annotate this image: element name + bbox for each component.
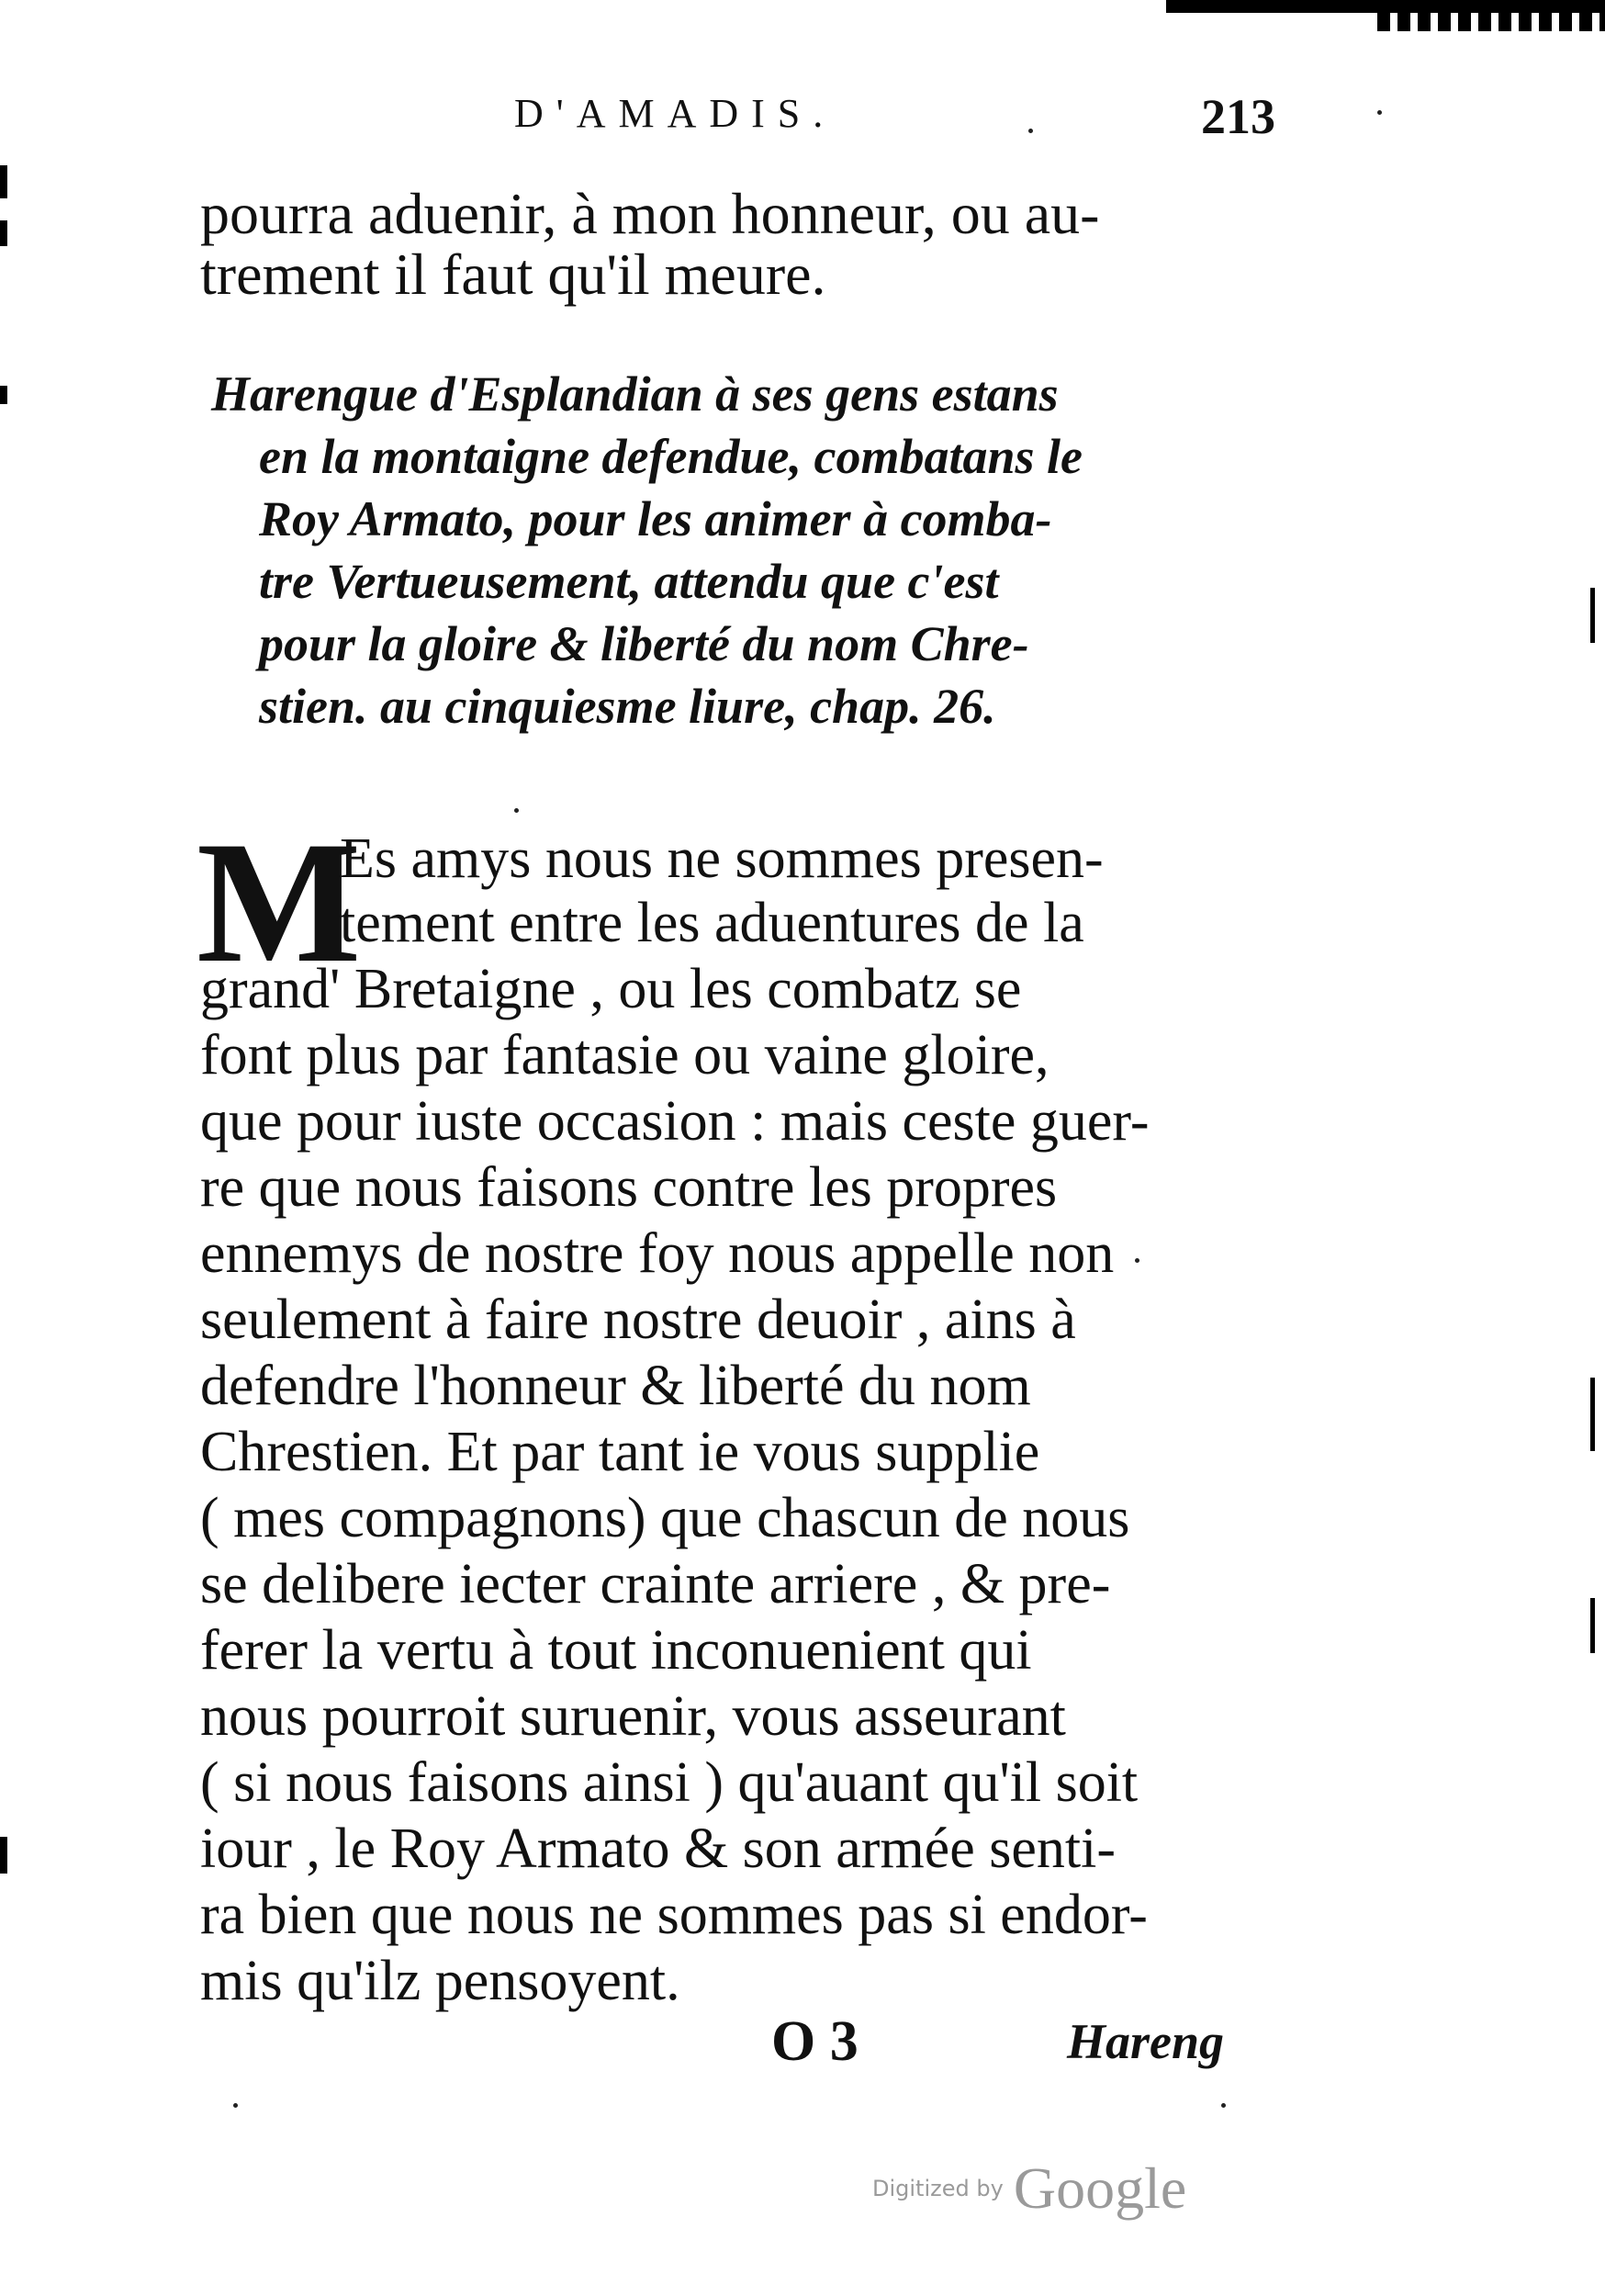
section-heading-line: Roy Armato, pour les animer à comba-: [259, 491, 1052, 546]
paragraph-line: se delibere iecter crainte arriere , & pre-: [200, 1553, 1111, 1615]
ink-speck: [1135, 1258, 1139, 1263]
ink-speck: [233, 2103, 238, 2108]
section-heading-line: Harengue d'Esplandian à ses gens estans: [211, 366, 1059, 422]
scan-edge-right: [1590, 1378, 1595, 1451]
signature-mark: O 3: [771, 2010, 859, 2073]
ink-speck: [1377, 110, 1382, 115]
paragraph-line: ra bien que nous ne sommes pas si endor-: [200, 1884, 1148, 1946]
section-heading-line: stien. au cinquiesme liure, chap. 26.: [259, 679, 996, 734]
paragraph-line: que pour iuste occasion : mais ceste guer-: [200, 1090, 1150, 1153]
paragraph-line: mis qu'ilz pensoyent.: [200, 1950, 680, 2012]
scan-edge-left: [0, 386, 7, 404]
paragraph-line: iour , le Roy Armato & son armée senti-: [200, 1818, 1116, 1880]
section-heading-line: en la montaigne defendue, combatans le: [259, 429, 1083, 484]
text-line: trement il faut qu'il meure.: [200, 242, 826, 307]
scan-edge-top-tail: [1377, 7, 1605, 31]
scan-edge-right: [1590, 588, 1595, 643]
paragraph-line: grand' Bretaigne , ou les combatz se: [200, 958, 1022, 1020]
scan-edge-right: [1590, 1598, 1595, 1653]
running-head: D'AMADIS.: [514, 91, 836, 136]
paragraph-line: ferer la vertu à tout inconuenient qui: [200, 1619, 1032, 1682]
paragraph-line: ( si nous faisons ainsi ) qu'auant qu'il soit: [200, 1751, 1139, 1814]
catchword: Hareng: [1067, 2014, 1225, 2069]
paragraph-line: Chrestien. Et par tant ie vous supplie: [200, 1421, 1040, 1483]
paragraph-line: ( mes compagnons) que chascun de nous: [200, 1487, 1130, 1549]
ink-speck: [514, 808, 519, 813]
scan-edge-left: [0, 220, 7, 246]
paragraph-line: Es amys nous ne sommes presen-: [340, 827, 1104, 890]
digitized-watermark: [872, 2155, 1186, 2223]
text-line: pourra aduenir, à mon honneur, ou au-: [200, 181, 1100, 246]
paragraph-line: defendre l'honneur & liberté du nom: [200, 1355, 1031, 1417]
watermark-prefix: Digitized by: [872, 2176, 1004, 2201]
drop-cap: M: [196, 806, 362, 999]
paragraph-line: re que nous faisons contre les propres: [200, 1156, 1058, 1219]
google-logo: Google: [1013, 2155, 1187, 2221]
paragraph-line: font plus par fantasie ou vaine gloire,: [200, 1024, 1049, 1086]
paragraph-line: nous pourroit suruenir, vous asseurant: [200, 1685, 1066, 1748]
section-heading-line: tre Vertueusement, attendu que c'est: [259, 554, 999, 609]
ink-speck: [1221, 2103, 1226, 2108]
scan-edge-left: [0, 165, 7, 198]
page-number: 213: [1201, 89, 1275, 144]
ink-speck: [1028, 129, 1033, 133]
paragraph-line: tement entre les aduentures de la: [340, 892, 1084, 954]
paragraph-line: seulement à faire nostre deuoir , ains à: [200, 1289, 1076, 1351]
paragraph-line: ennemys de nostre foy nous appelle non: [200, 1222, 1115, 1285]
section-heading-line: pour la gloire & liberté du nom Chre-: [259, 616, 1029, 671]
scan-edge-left: [0, 1837, 7, 1874]
